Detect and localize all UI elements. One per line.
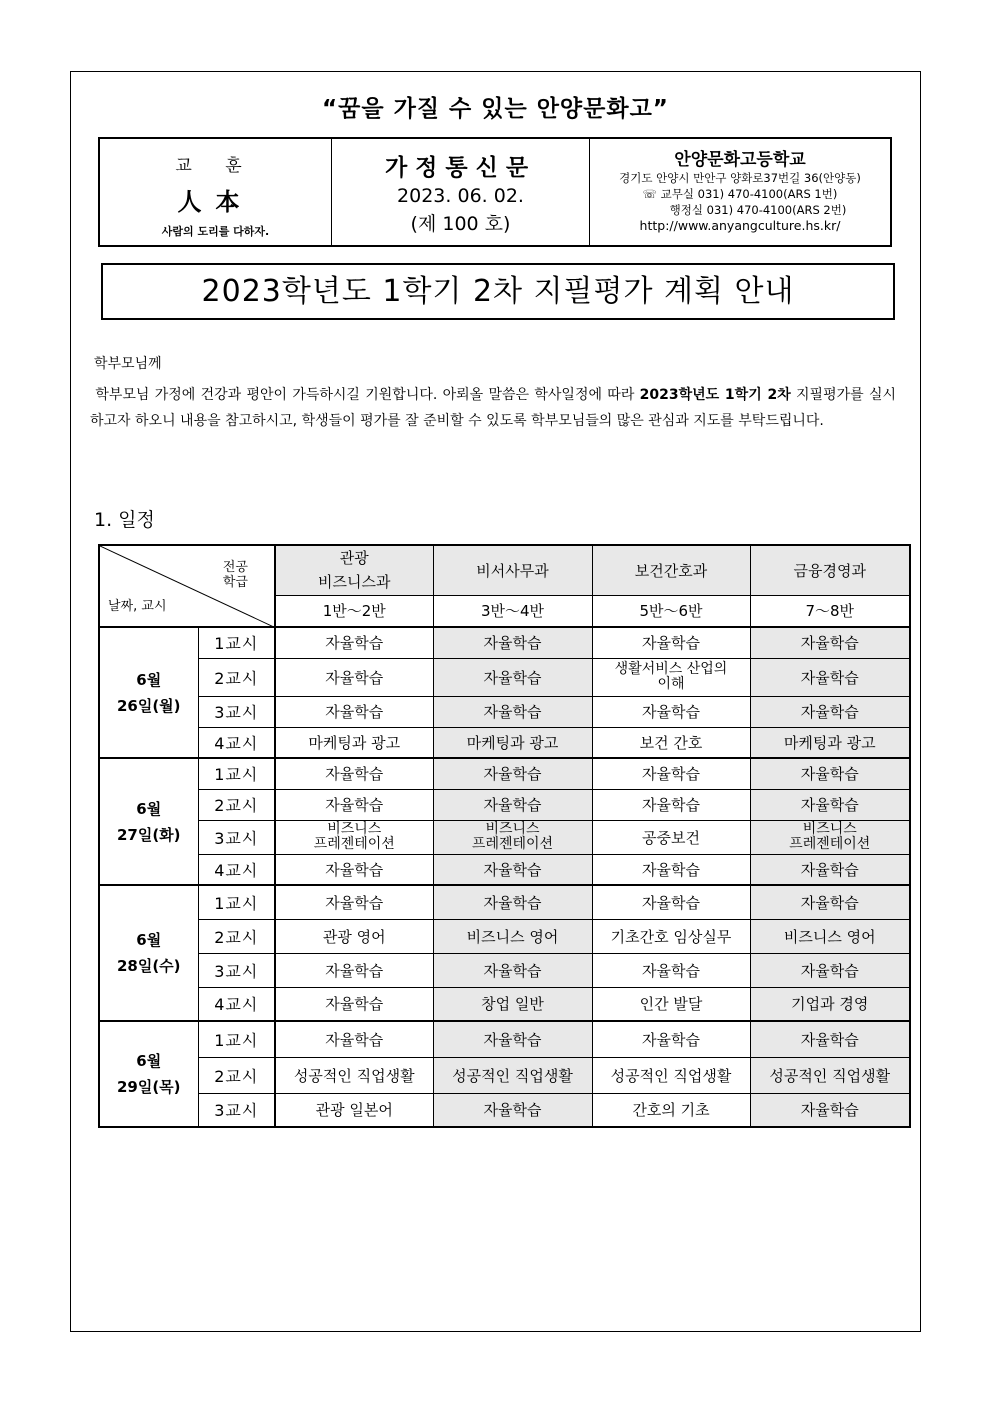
corner-label-major: 전공 학급	[222, 560, 248, 590]
subject-cell: 비즈니스 프레젠테이션	[275, 820, 433, 854]
subject-cell: 보건 간호	[592, 727, 750, 758]
section-heading: 1. 일정	[94, 509, 155, 531]
subject-cell: 성공적인 직업생활	[433, 1057, 592, 1093]
subject-cell: 자율학습	[433, 1021, 592, 1057]
greeting: 학부모님께	[94, 356, 162, 372]
school-name: 안양문화고등학교	[674, 150, 806, 170]
schedule-table	[98, 544, 911, 1128]
subject-cell: 자율학습	[750, 885, 910, 919]
subject-cell: 인간 발달	[592, 987, 750, 1021]
subject-cell: 자율학습	[433, 854, 592, 885]
table-row	[99, 1057, 910, 1093]
period-cell: 2교시	[198, 919, 275, 953]
subject-cell: 비즈니스 프레젠테이션	[750, 820, 910, 854]
subject-cell: 자율학습	[592, 953, 750, 987]
motto-main: 人本	[177, 187, 254, 216]
subject-cell: 자율학습	[275, 758, 433, 789]
newsletter-title: 가정통신문	[384, 155, 537, 181]
table-row	[99, 919, 910, 953]
day-cell: 6월 28일(수)	[99, 885, 198, 1021]
dept-header-1: 관광 비즈니스과	[275, 545, 433, 595]
period-cell: 2교시	[198, 789, 275, 820]
period-cell: 2교시	[198, 1057, 275, 1093]
subject-cell: 자율학습	[275, 658, 433, 696]
dept-header-3: 보건간호과	[592, 545, 750, 595]
subject-cell: 자율학습	[592, 789, 750, 820]
body-text-1: 학부모님 가정에 건강과 평안이 가득하시길 기원합니다. 아뢰올 말씀은 학사일정에 따라	[95, 387, 640, 403]
subject-cell: 성공적인 직업생활	[592, 1057, 750, 1093]
subject-cell: 자율학습	[433, 953, 592, 987]
subject-cell: 관광 영어	[275, 919, 433, 953]
period-cell: 2교시	[198, 658, 275, 696]
subject-cell: 성공적인 직업생활	[750, 1057, 910, 1093]
subject-cell: 공중보건	[592, 820, 750, 854]
subject-cell: 자율학습	[750, 1021, 910, 1057]
subject-cell: 자율학습	[750, 953, 910, 987]
day-cell: 6월 29일(목)	[99, 1021, 198, 1127]
subject-cell: 자율학습	[275, 987, 433, 1021]
period-cell: 1교시	[198, 627, 275, 658]
day-cell: 6월 26일(월)	[99, 627, 198, 758]
subject-cell: 자율학습	[433, 789, 592, 820]
subject-cell: 마케팅과 광고	[433, 727, 592, 758]
table-row	[99, 1093, 910, 1127]
newsletter-block	[332, 139, 590, 245]
period-cell: 3교시	[198, 953, 275, 987]
subject-cell: 자율학습	[750, 854, 910, 885]
class-range-1: 1반～2반	[275, 595, 433, 627]
period-cell: 3교시	[198, 1093, 275, 1127]
dept-header-2: 비서사무과	[433, 545, 592, 595]
table-row	[99, 658, 910, 696]
dept-header-4: 금융경영과	[750, 545, 910, 595]
motto-label: 교 훈	[175, 156, 256, 176]
subject-cell: 자율학습	[433, 658, 592, 696]
subject-cell: 자율학습	[433, 1093, 592, 1127]
subject-cell: 마케팅과 광고	[275, 727, 433, 758]
subject-cell: 관광 일본어	[275, 1093, 433, 1127]
subject-cell: 자율학습	[433, 885, 592, 919]
subject-cell: 자율학습	[750, 658, 910, 696]
subject-cell: 자율학습	[275, 627, 433, 658]
subject-cell: 자율학습	[275, 953, 433, 987]
newsletter-date: 2023. 06. 02.	[397, 185, 524, 207]
subject-cell: 기업과 경영	[750, 987, 910, 1021]
subject-cell: 자율학습	[275, 789, 433, 820]
school-phone-office: ☏ 교무실 031) 470-4100(ARS 1번)	[642, 187, 838, 201]
subject-cell: 자율학습	[433, 758, 592, 789]
school-info-block	[590, 139, 890, 245]
period-cell: 3교시	[198, 820, 275, 854]
subject-cell: 자율학습	[750, 696, 910, 727]
subject-cell: 자율학습	[275, 854, 433, 885]
newsletter-header	[98, 137, 892, 247]
period-cell: 4교시	[198, 854, 275, 885]
subject-cell: 자율학습	[275, 696, 433, 727]
class-range-2: 3반～4반	[433, 595, 592, 627]
school-slogan: “꿈을 가질 수 있는 안양문화고”	[322, 96, 669, 122]
subject-cell: 비즈니스 영어	[750, 919, 910, 953]
subject-cell: 자율학습	[750, 627, 910, 658]
subject-cell: 자율학습	[275, 885, 433, 919]
school-url[interactable]: http://www.anyangculture.hs.kr/	[639, 218, 841, 233]
subject-cell: 자율학습	[750, 789, 910, 820]
class-range-3: 5반～6반	[592, 595, 750, 627]
period-cell: 3교시	[198, 696, 275, 727]
corner-label-date: 날짜, 교시	[108, 599, 167, 614]
motto-block	[100, 139, 332, 245]
subject-cell: 기초간호 임상실무	[592, 919, 750, 953]
day-cell: 6월 27일(화)	[99, 758, 198, 885]
subject-cell: 간호의 기초	[592, 1093, 750, 1127]
subject-cell: 자율학습	[592, 885, 750, 919]
table-row	[99, 1021, 910, 1057]
subject-cell: 자율학습	[275, 1021, 433, 1057]
table-row	[99, 987, 910, 1021]
subject-cell: 비즈니스 프레젠테이션	[433, 820, 592, 854]
subject-cell: 자율학습	[592, 1021, 750, 1057]
subject-cell: 성공적인 직업생활	[275, 1057, 433, 1093]
corner-diagonal	[100, 546, 276, 628]
subject-cell: 자율학습	[750, 758, 910, 789]
subject-cell: 자율학습	[433, 627, 592, 658]
period-cell: 1교시	[198, 1021, 275, 1057]
table-corner-cell	[99, 545, 275, 627]
table-row	[99, 727, 910, 758]
subject-cell: 자율학습	[592, 696, 750, 727]
subject-cell: 생활서비스 산업의 이해	[592, 658, 750, 696]
subject-cell: 자율학습	[592, 854, 750, 885]
table-row	[99, 953, 910, 987]
table-row	[99, 627, 910, 658]
table-row	[99, 885, 910, 919]
period-cell: 1교시	[198, 885, 275, 919]
class-range-4: 7～8반	[750, 595, 910, 627]
newsletter-issue: (제 100 호)	[410, 213, 511, 235]
school-address: 경기도 안양시 만안구 양화로37번길 36(안양동)	[619, 171, 861, 185]
subject-cell: 자율학습	[592, 758, 750, 789]
table-row	[99, 854, 910, 885]
body-paragraph	[90, 382, 896, 434]
table-row	[99, 758, 910, 789]
table-row	[99, 696, 910, 727]
body-text-bold: 2023학년도 1학기 2차	[639, 387, 791, 403]
school-phone-admin: 행정실 031) 470-4100(ARS 2번)	[669, 203, 847, 217]
subject-cell: 창업 일반	[433, 987, 592, 1021]
subject-cell: 비즈니스 영어	[433, 919, 592, 953]
subject-cell: 자율학습	[592, 627, 750, 658]
motto-sub: 사람의 도리를 다하자.	[161, 225, 270, 238]
body-text-2: 지필평가를 실시하고자 하오니 내용을 참고하시고, 학생들이 평가를 잘 준비할 수 있도록 학부모님들의 많은 관심과 지도를 부탁드립니다.	[90, 387, 896, 429]
table-row	[99, 820, 910, 854]
period-cell: 4교시	[198, 987, 275, 1021]
table-row	[99, 789, 910, 820]
subject-cell: 마케팅과 광고	[750, 727, 910, 758]
period-cell: 1교시	[198, 758, 275, 789]
subject-cell: 자율학습	[433, 696, 592, 727]
notice-title: 2023학년도 1학기 2차 지필평가 계획 안내	[101, 263, 895, 320]
subject-cell: 자율학습	[750, 1093, 910, 1127]
period-cell: 4교시	[198, 727, 275, 758]
